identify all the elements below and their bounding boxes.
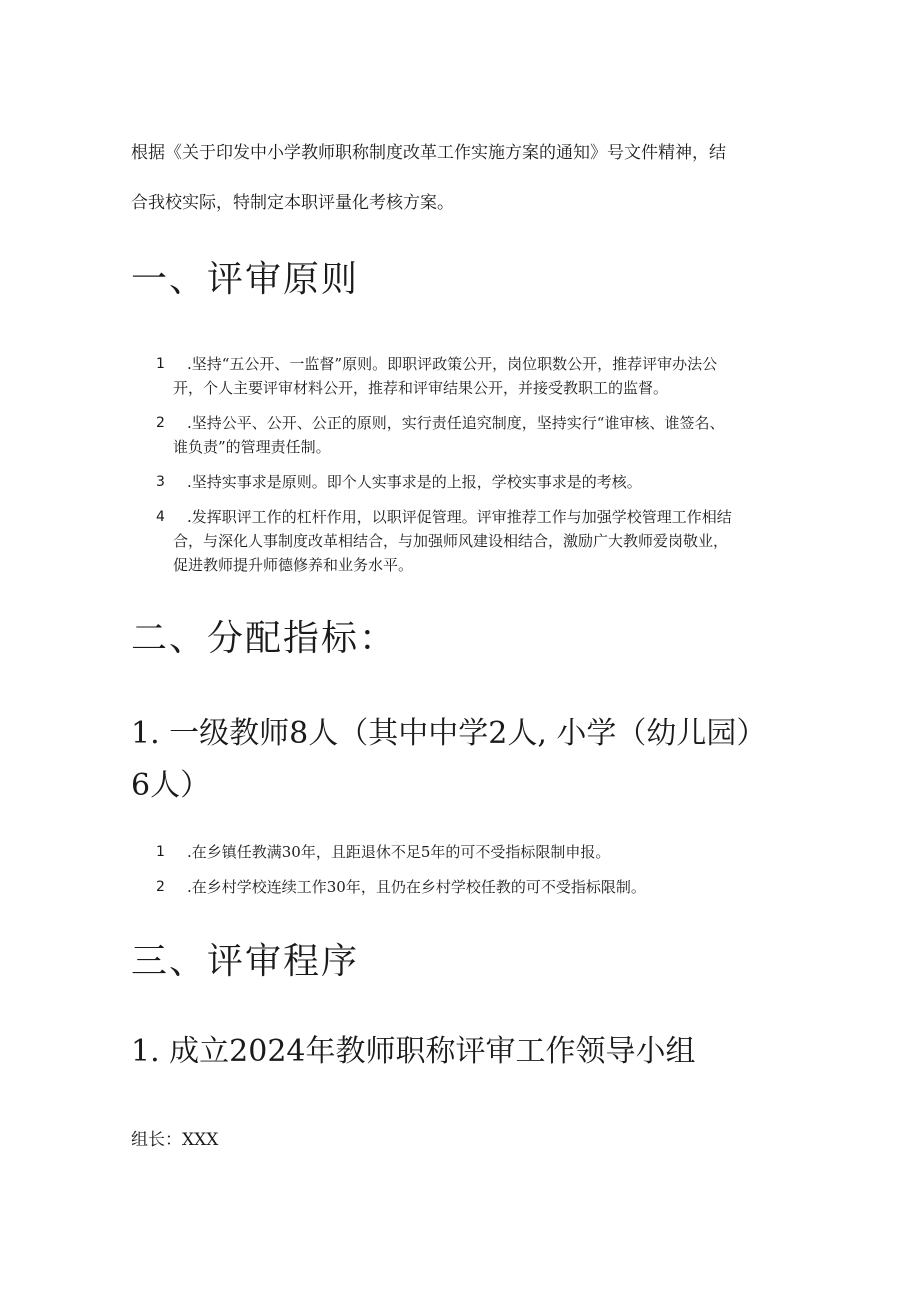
list-item: 2 .在乡村学校连续工作30年，且仍在乡村学校任教的可不受指标限制。 <box>156 878 646 896</box>
section-2-list <box>156 840 800 910</box>
section-1-heading: 一、评审原则 <box>131 259 360 300</box>
section-2-subheading <box>131 708 811 812</box>
section-2-heading: 二、分配指标： <box>131 618 398 659</box>
section-3-subheading <box>131 1026 811 1078</box>
section-3-heading: 三、评审程序 <box>131 941 360 982</box>
intro-line-1: 根据《关于印发中小学教师职称制度改革工作实施方案的通知》号文件精神，结 <box>131 143 726 163</box>
list-item: 1 .坚持“五公开、一监督”原则。即职评政策公开，岗位职数公开，推荐评审办法公 开，个人主要评审材料公开，推荐和评审结果公开，并接受教职工的监督。 <box>156 355 718 397</box>
section-1-list <box>156 352 800 588</box>
subheading-line-1: 1. 一级教师8人（其中中学2人, 小学（幼儿园） <box>131 716 767 751</box>
list-item: 2 .坚持公平、公开、公正的原则，实行责任追究制度，坚持实行“谁审核、谁签名、 谁负责”的管理责任制。 <box>156 414 725 456</box>
list-item: 1 .在乡镇任教满30年，且距退休不足5年的可不受指标限制申报。 <box>156 843 611 861</box>
subheading-line-1: 1. 成立2024年教师职称评审工作领导小组 <box>131 1034 696 1069</box>
group-leader-line: 组长：XXX <box>131 1130 219 1150</box>
subheading-line-2: 6人） <box>131 768 211 803</box>
intro-line-2: 合我校实际，特制定本职评量化考核方案。 <box>131 193 454 213</box>
list-item: 4 .发挥职评工作的杠杆作用，以职评促管理。评审推荐工作与加强学校管理工作相结 合，与深化人事制度改革相结合，与加强师风建设相结合，激励广大教师爱岗敬业， 促进教师提升师德修养和业务水平。 <box>156 508 732 574</box>
intro-paragraph <box>131 128 791 228</box>
list-item: 3 .坚持实事求是原则。即个人实事求是的上报，学校实事求是的考核。 <box>156 473 642 491</box>
